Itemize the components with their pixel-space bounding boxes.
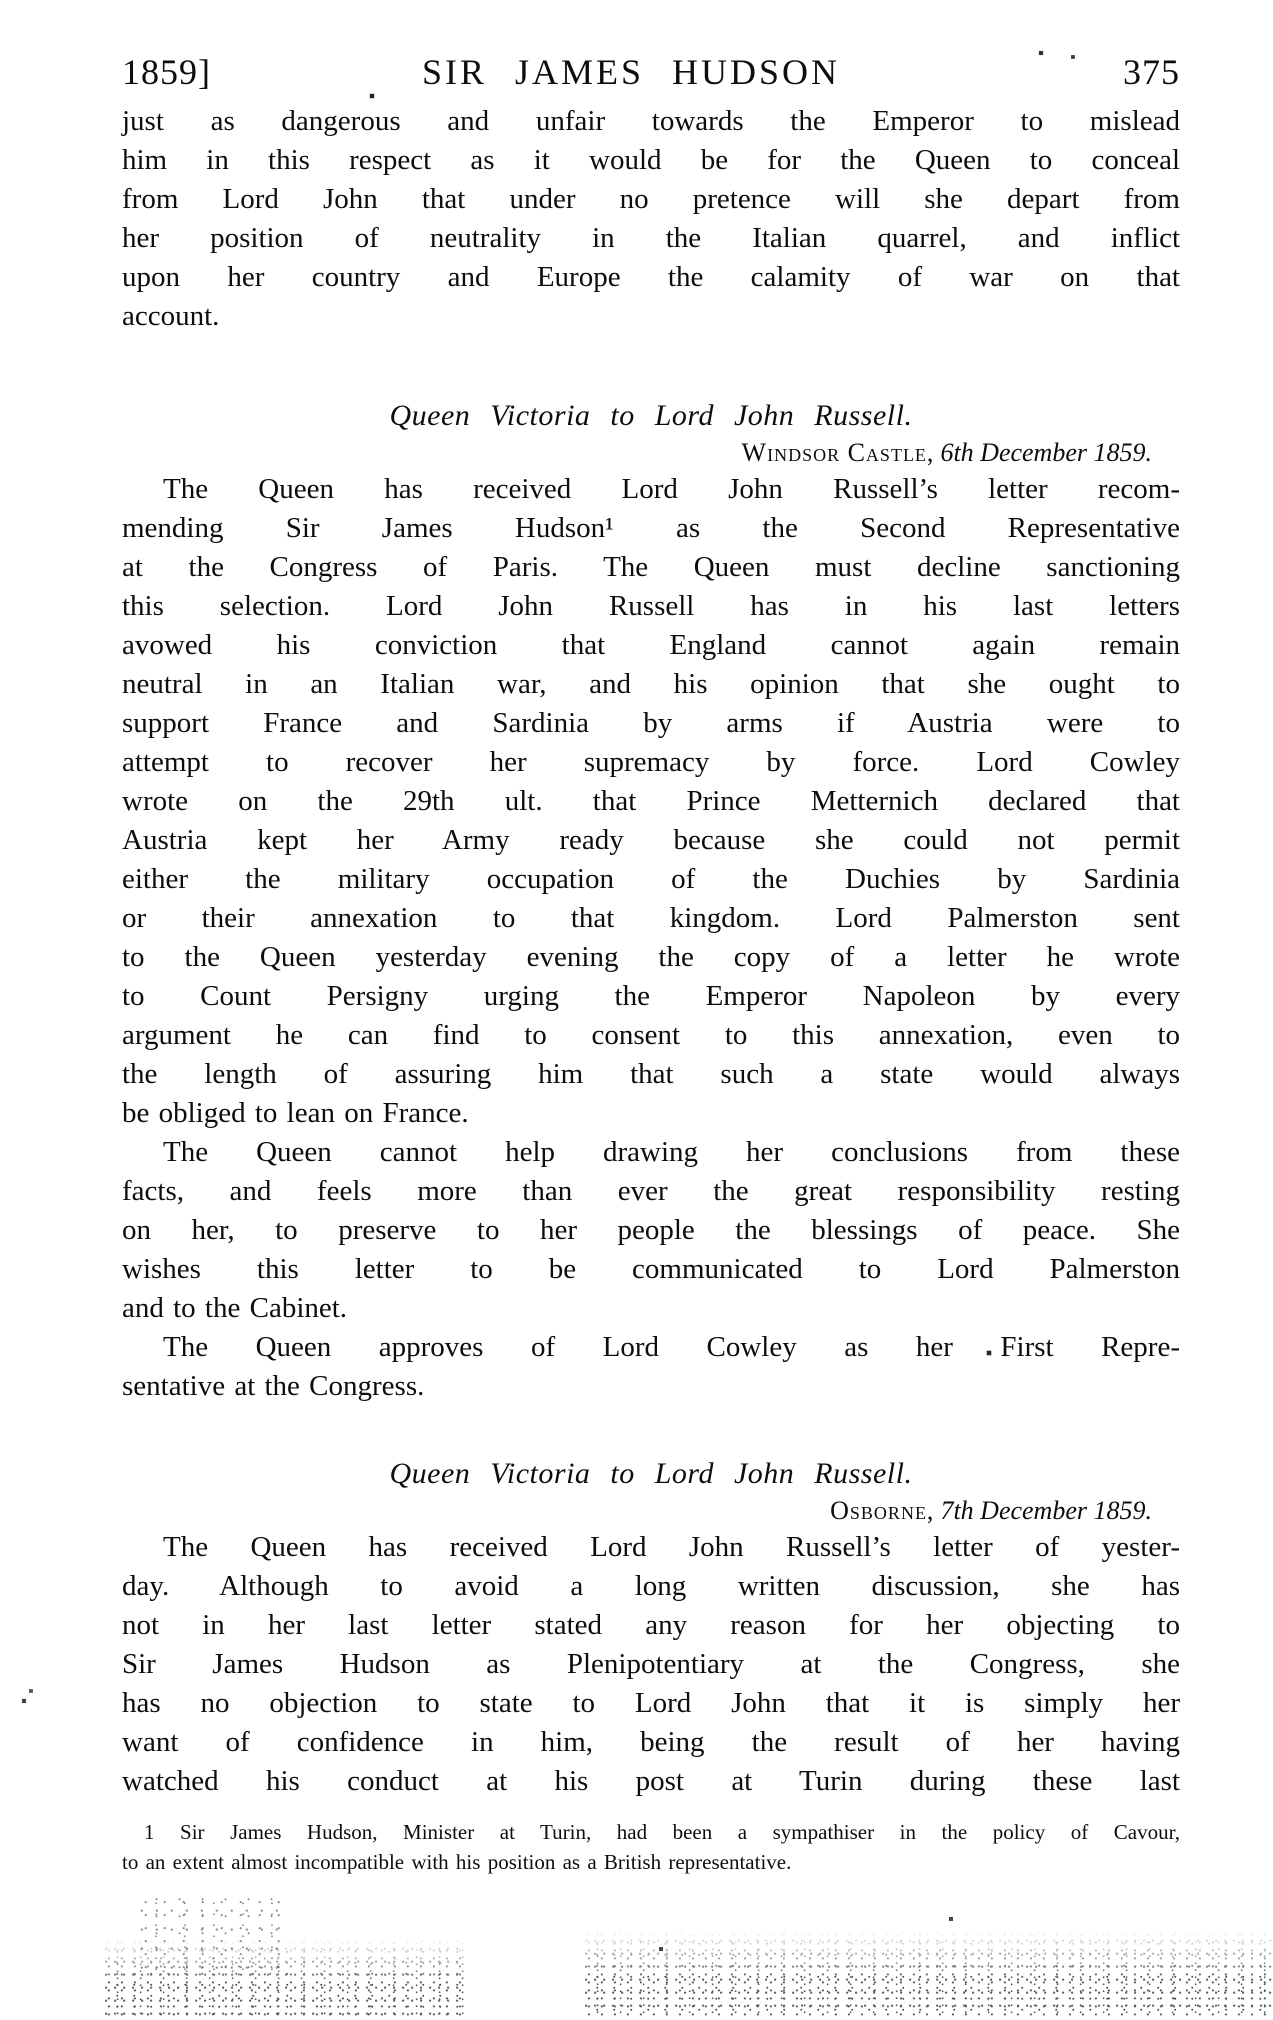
text-line: The Queen has received Lord John Russell’s letter recom-	[163, 473, 1180, 505]
header-year-bracket: 1859]	[122, 52, 211, 92]
footnote	[122, 1817, 1180, 1877]
text-line: on her, to preserve to her people the blessings of peace. She	[122, 1214, 1180, 1246]
text-line: mending Sir James Hudson¹ as the Second Representative	[122, 512, 1180, 544]
dateline-place: Windsor Castle,	[741, 438, 935, 467]
letter-paragraph	[122, 1133, 1180, 1328]
letter-paragraph	[122, 1328, 1180, 1406]
text-line: at the Congress of Paris. The Queen must decline sanctioning	[122, 551, 1180, 583]
text-line: has no objection to state to Lord John that it is simply her	[122, 1687, 1180, 1719]
text-line: neutral in an Italian war, and his opinion that she ought to	[122, 668, 1180, 700]
text-line: him in this respect as it would be for the Queen to conceal	[122, 144, 1180, 176]
letter-paragraph	[122, 1528, 1180, 1801]
text-line: attempt to recover her supremacy by force. Lord Cowley	[122, 746, 1180, 778]
text-line: upon her country and Europe the calamity of war on that	[122, 261, 1180, 293]
dateline-date: 6th December 1859.	[940, 438, 1152, 467]
text-line: argument he can find to consent to this annexation, even to	[122, 1019, 1180, 1051]
text-line: from Lord John that under no pretence will she depart from	[122, 183, 1180, 215]
letter-dateline	[122, 436, 1180, 470]
text-line: or their annexation to that kingdom. Lord Palmerston sent	[122, 902, 1180, 934]
text-line: avowed his conviction that England cannot again remain	[122, 629, 1180, 661]
dateline-date: 7th December 1859.	[940, 1496, 1152, 1525]
text-line: either the military occupation of the Duchies by Sardinia	[122, 863, 1180, 895]
text-line: sentative at the Congress.	[122, 1370, 425, 1402]
intro-paragraph	[122, 102, 1180, 336]
dateline-place: Osborne,	[830, 1496, 935, 1525]
text-line: Sir James Hudson as Plenipotentiary at the Congress, she	[122, 1648, 1180, 1680]
scan-artifact	[0, 0, 2, 2]
text-line: wishes this letter to be communicated to Lord Palmerston	[122, 1253, 1180, 1285]
text-line: to an extent almost incompatible with his position as a British representative.	[122, 1850, 792, 1874]
scan-noise	[585, 1930, 1273, 2016]
text-line: watched his conduct at his post at Turin during these last	[122, 1765, 1180, 1797]
text-line: to the Queen yesterday evening the copy of a letter he wrote	[122, 941, 1180, 973]
text-line: just as dangerous and unfair towards the Emperor to mislead	[122, 105, 1180, 137]
text-line: wrote on the 29th ult. that Prince Metternich declared that	[122, 785, 1180, 817]
text-line: facts, and feels more than ever the great responsibility resting	[122, 1175, 1180, 1207]
text-line: account.	[122, 300, 220, 332]
text-line: her position of neutrality in the Italian quarrel, and inflict	[122, 222, 1180, 254]
running-header	[122, 52, 1180, 92]
letter-windsor	[122, 396, 1180, 1406]
letter-heading: Queen Victoria to Lord John Russell.	[389, 1457, 913, 1490]
text-line: Austria kept her Army ready because she could not permit	[122, 824, 1180, 856]
text-line: to Count Persigny urging the Emperor Napoleon by every	[122, 980, 1180, 1012]
text-line: want of confidence in him, being the result of her having	[122, 1726, 1180, 1758]
text-line: day. Although to avoid a long written discussion, she has	[122, 1570, 1180, 1602]
letter-osborne	[122, 1454, 1180, 1801]
text-line: the length of assuring him that such a state would always	[122, 1058, 1180, 1090]
text-line: be obliged to lean on France.	[122, 1097, 469, 1129]
text-line: and to the Cabinet.	[122, 1292, 348, 1324]
letter-heading: Queen Victoria to Lord John Russell.	[389, 399, 913, 432]
text-line: The Queen cannot help drawing her conclusions from these	[163, 1136, 1180, 1168]
text-line: not in her last letter stated any reason for her objecting to	[122, 1609, 1180, 1641]
text-line: The Queen has received Lord John Russell’s letter of yester-	[163, 1531, 1180, 1563]
letter-paragraph	[122, 470, 1180, 1133]
header-title: SIR JAMES HUDSON	[421, 52, 841, 92]
letter-dateline	[122, 1494, 1180, 1528]
text-line: this selection. Lord John Russell has in his last letters	[122, 590, 1180, 622]
text-line: 1 Sir James Hudson, Minister at Turin, had been a sympathiser in the policy of Cavour,	[144, 1820, 1180, 1844]
text-line: The Queen approves of Lord Cowley as her First Repre-	[163, 1331, 1180, 1363]
header-page-number: 375	[1123, 52, 1180, 92]
scan-noise	[105, 1938, 465, 2016]
text-line: support France and Sardinia by arms if Austria were to	[122, 707, 1180, 739]
